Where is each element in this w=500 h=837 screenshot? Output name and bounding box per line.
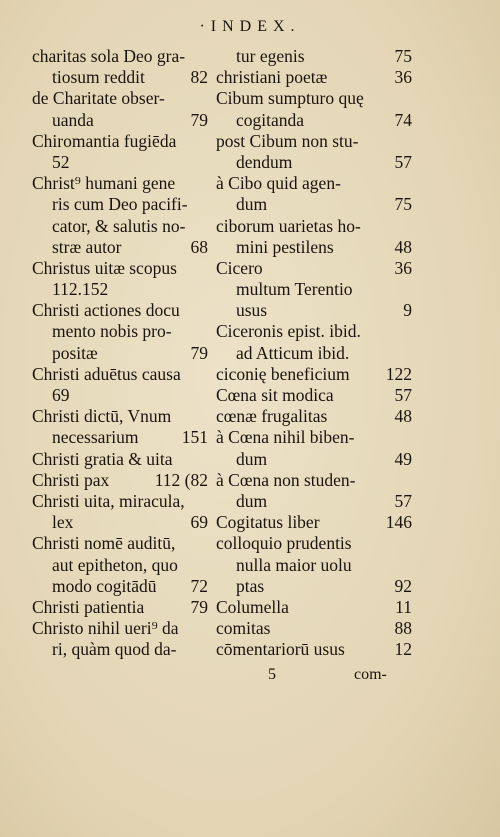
index-page-number: 49 (394, 448, 412, 469)
index-entry-text: dendum (236, 151, 293, 172)
index-entry (32, 470, 208, 491)
index-entry-text: comitas (216, 618, 271, 639)
index-entry (216, 533, 412, 554)
signature-mark: 5 (268, 666, 276, 683)
index-page-number: 11 (395, 596, 412, 617)
index-entry-text: Christi nomē auditū, (32, 533, 176, 554)
index-page-number: 79 (190, 342, 208, 363)
index-entry (216, 343, 412, 364)
index-entry (216, 555, 412, 576)
index-entry (32, 343, 208, 364)
index-entry-text: uanda (52, 109, 94, 130)
index-entry (32, 639, 208, 660)
index-entry (32, 173, 208, 194)
index-entry-text: nulla maior uolu (236, 554, 352, 575)
index-entry-text: multum Terentio (236, 279, 353, 300)
index-entry (32, 576, 208, 597)
index-entry (32, 491, 208, 512)
index-page-number: 57 (394, 151, 412, 172)
index-page-number: 68 (190, 236, 208, 257)
index-entry (32, 279, 208, 300)
index-entry-text: ciborum uarietas ho- (216, 215, 361, 236)
page-footer (0, 666, 500, 690)
index-entry-text: necessarium (52, 427, 139, 448)
index-entry (216, 576, 412, 597)
index-entry-text: post Cibum non stu- (216, 130, 359, 151)
index-entry-text: ptas (236, 575, 265, 596)
running-header: ·INDEX. (199, 18, 301, 35)
index-entry (32, 427, 208, 448)
index-entry (216, 131, 412, 152)
index-entry-text: à Cibo quid agen- (216, 173, 341, 194)
index-entry (32, 46, 208, 67)
index-entry-text: dum (236, 194, 268, 215)
index-entry (32, 364, 208, 385)
index-entry (216, 46, 412, 67)
index-entry (216, 216, 412, 237)
index-entry-text: ad Atticum ibid. (236, 342, 350, 363)
index-entry (216, 427, 412, 448)
catchword: com- (354, 666, 387, 683)
index-entry (32, 110, 208, 131)
index-entry-text: de Charitate obser- (32, 88, 165, 109)
index-entry (216, 449, 412, 470)
index-page-number: 48 (394, 236, 412, 257)
index-page-number: 69 (190, 512, 208, 533)
index-entry-text: Cœna sit modica (216, 385, 334, 405)
index-entry (32, 406, 208, 427)
index-entry-text: tiosum reddit (52, 67, 145, 88)
index-column-right (216, 46, 412, 660)
index-entry-text: tur egenis (236, 46, 305, 66)
index-page-number: 75 (394, 194, 412, 215)
index-entry-text: Cibum sumpturo quę (216, 88, 364, 109)
index-page-number: 75 (394, 46, 412, 66)
index-page-number: 36 (394, 257, 412, 278)
index-entry (216, 385, 412, 406)
index-entry (32, 216, 208, 237)
index-entry-text: usus (236, 300, 268, 321)
index-entry-text: Christi pax (32, 469, 110, 490)
index-entry (32, 152, 208, 173)
index-entry (216, 300, 412, 321)
index-entry (216, 237, 412, 258)
index-page-number: 122 (385, 363, 412, 384)
index-page-number: 74 (394, 109, 412, 130)
index-entry-text: ri, quàm quod da- (52, 639, 177, 660)
index-entry (216, 88, 412, 109)
index-entry (216, 491, 412, 512)
index-entry-text: mento nobis pro- (52, 321, 172, 342)
index-entry (32, 618, 208, 639)
index-page-number: 36 (394, 67, 412, 88)
index-page-number: 92 (394, 575, 412, 596)
index-entry-text: modo cogitādū (52, 575, 157, 596)
index-page-number: 82 (190, 67, 208, 88)
index-entry-text: 112.152 (52, 279, 109, 300)
index-entry (216, 406, 412, 427)
index-entry (32, 449, 208, 470)
index-entry-text: charitas sola Deo gra- (32, 46, 186, 66)
index-entry-text: stræ autor (52, 236, 122, 257)
index-entry (216, 364, 412, 385)
index-entry (216, 321, 412, 342)
index-entry-text: christiani poetæ (216, 67, 328, 88)
index-entry (32, 597, 208, 618)
index-column-left (32, 46, 208, 660)
index-entry (32, 88, 208, 109)
index-page-number: 151 (181, 427, 208, 448)
index-entry-text: Christi aduētus causa (32, 363, 181, 384)
index-page-number: 79 (190, 596, 208, 617)
index-entry (32, 512, 208, 533)
index-entry (32, 67, 208, 88)
index-page-number: 57 (394, 490, 412, 511)
index-entry-text: Christus uitæ scopus (32, 257, 177, 278)
index-entry-text: Christ⁹ humani gene (32, 173, 176, 194)
index-entry (32, 258, 208, 279)
index-entry-text: mini pestilens (236, 236, 334, 257)
index-entry-text: aut epitheton, quo (52, 554, 178, 575)
index-entry-text: ris cum Deo pacifi- (52, 194, 188, 215)
index-entry (216, 512, 412, 533)
index-entry-text: Cogitatus liber (216, 512, 320, 533)
index-entry-text: dum (236, 490, 268, 511)
index-entry (32, 555, 208, 576)
index-entry (32, 237, 208, 258)
index-entry (32, 321, 208, 342)
index-entry (32, 300, 208, 321)
index-page-number: 12 (394, 639, 412, 660)
index-entry-text: cœnæ frugalitas (216, 406, 328, 427)
index-entry-text: Christi uita, miracula, (32, 490, 185, 511)
index-page-number: 88 (394, 618, 412, 639)
index-entry-text: Christi dictū, Vnum (32, 406, 172, 427)
index-entry (216, 194, 412, 215)
index-entry-text: colloquio prudentis (216, 533, 352, 554)
index-entry (216, 258, 412, 279)
index-entry (216, 639, 412, 660)
index-page-number: 48 (394, 406, 412, 427)
index-entry-text: Christo nihil ueri⁹ da (32, 618, 179, 639)
index-entry-text: Cicero (216, 257, 263, 278)
index-entry (216, 279, 412, 300)
index-entry-text: 52 (52, 151, 70, 172)
index-entry-text: dum (236, 448, 268, 469)
index-entry-text: Ciceronis epist. ibid. (216, 321, 361, 342)
index-entry (216, 152, 412, 173)
index-entry-text: Christi actiones docu (32, 300, 180, 321)
index-entry-text: cogitanda (236, 109, 305, 130)
index-entry-text: cator, & salutis no- (52, 215, 186, 236)
index-entry-text: Columella (216, 596, 289, 617)
index-entry-text: ciconię beneficium (216, 363, 350, 384)
index-entry-text: positæ (52, 342, 98, 363)
index-entry-text: Chiromantia fugiēda (32, 130, 177, 151)
index-page-number: 146 (385, 512, 412, 533)
index-page-number: 57 (394, 385, 412, 405)
index-entry-text: Christi patientia (32, 596, 145, 617)
index-entry-text: cōmentariorū usus (216, 639, 345, 660)
index-entry-text: à Cœna non studen- (216, 469, 356, 490)
index-entry (216, 618, 412, 639)
index-entry-text: Christi gratia & uita (32, 448, 173, 469)
index-entry-text: 69 (52, 385, 70, 405)
index-page-number: 72 (190, 575, 208, 596)
index-entry (32, 194, 208, 215)
index-entry-text: à Cœna nihil biben- (216, 427, 355, 448)
index-entry-text: lex (52, 512, 74, 533)
index-page-number: 9 (403, 300, 412, 321)
index-entry (32, 131, 208, 152)
index-entry (216, 597, 412, 618)
index-entry (216, 173, 412, 194)
index-entry (216, 67, 412, 88)
index-entry (216, 110, 412, 131)
index-entry (32, 533, 208, 554)
index-entry (32, 385, 208, 406)
index-page-number: 112 (82 (154, 469, 208, 490)
index-entry (216, 470, 412, 491)
index-page-number: 79 (190, 109, 208, 130)
